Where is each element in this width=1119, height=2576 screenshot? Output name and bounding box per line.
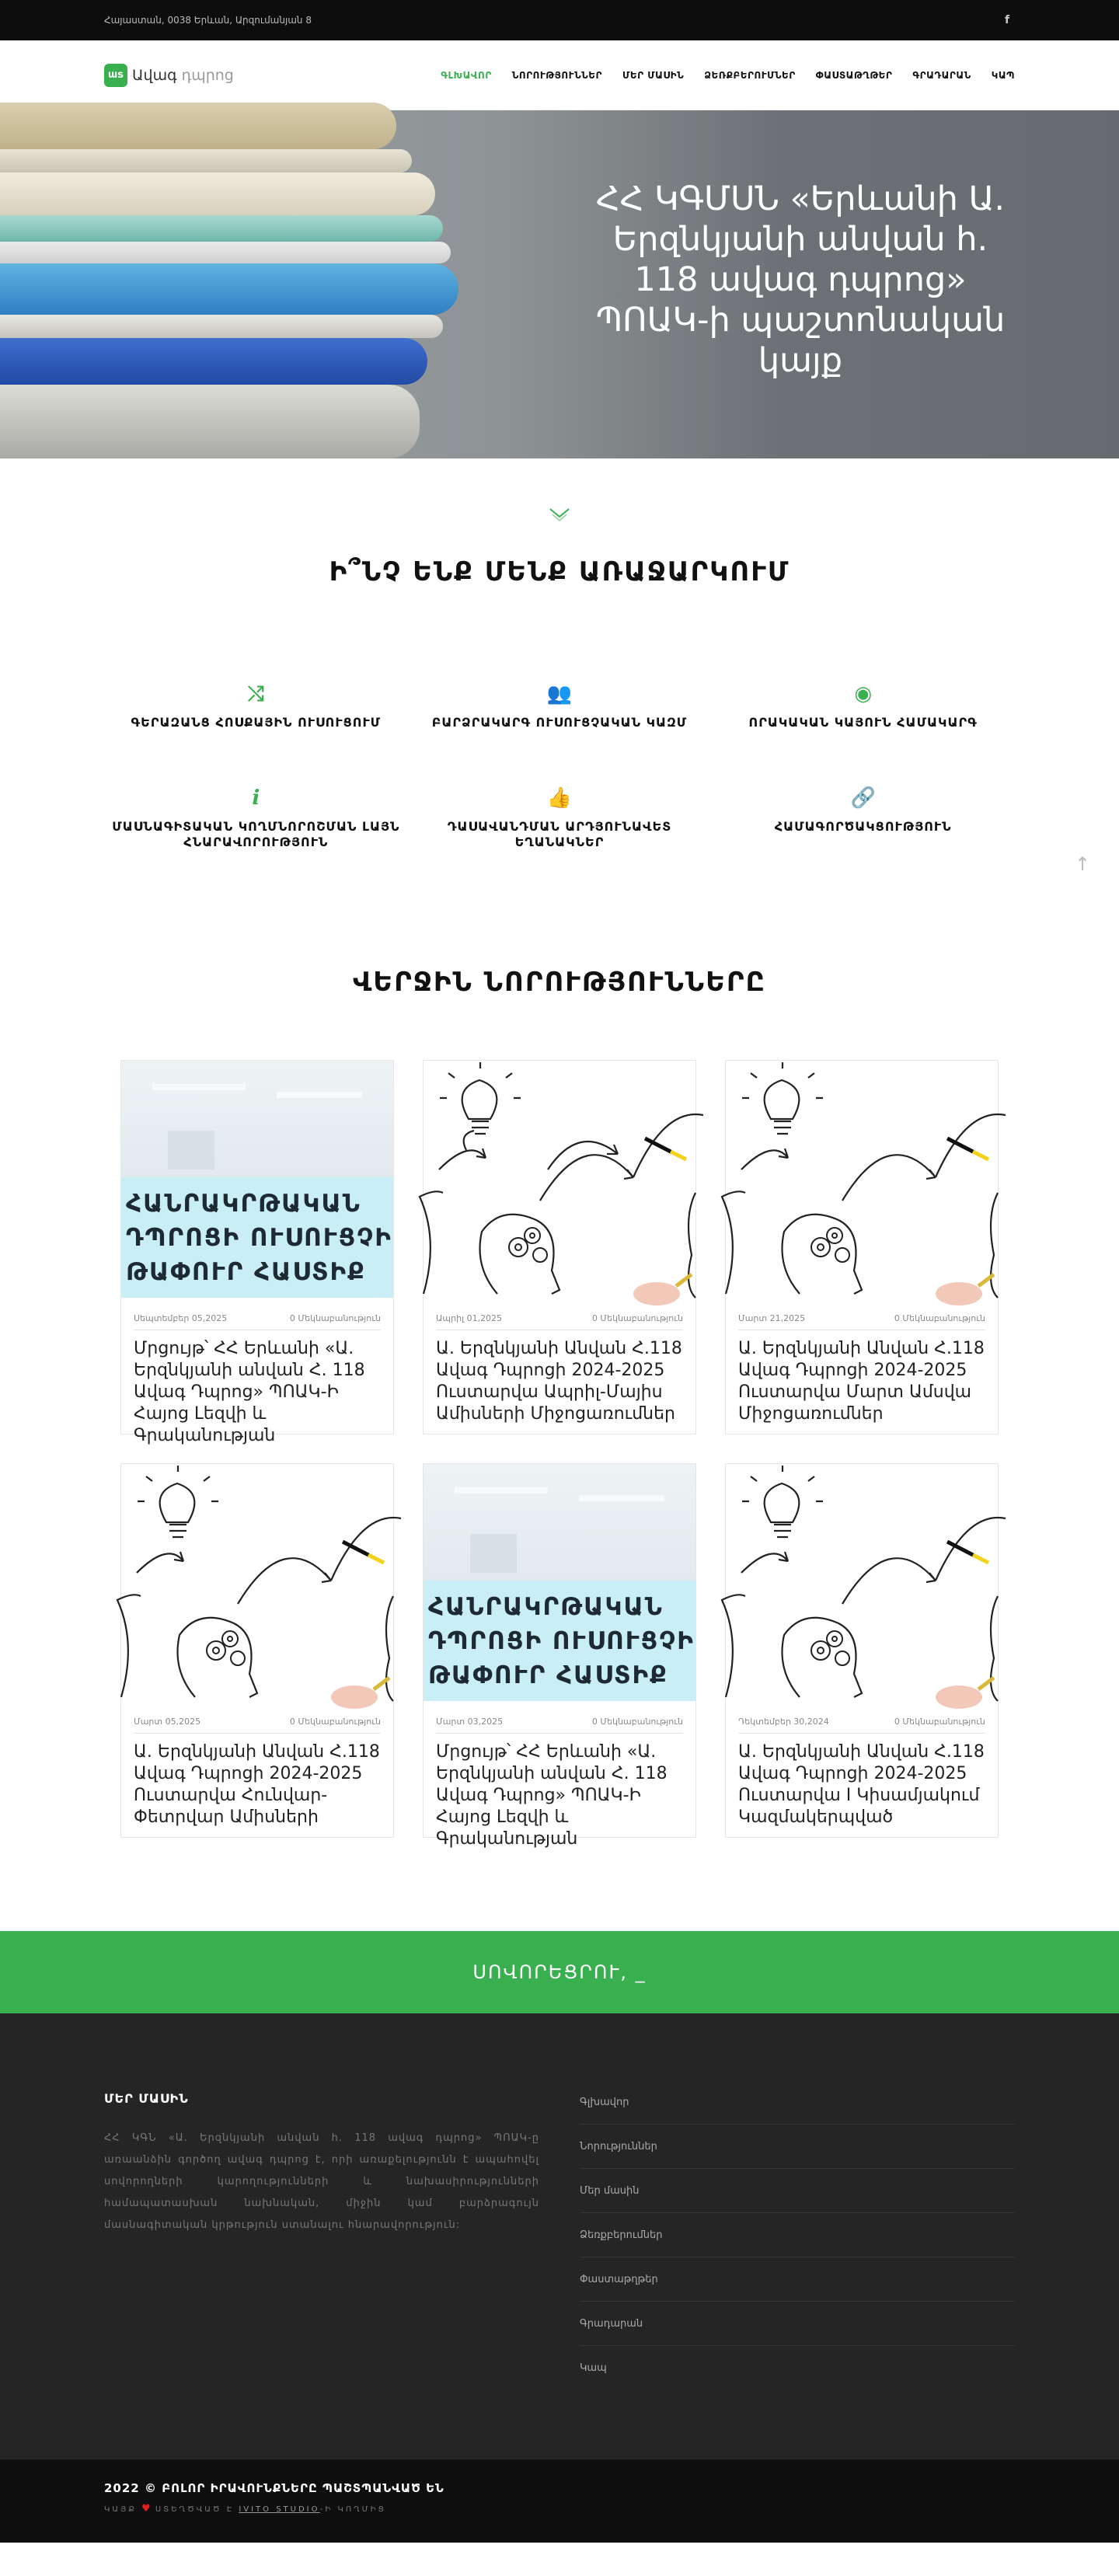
- news-card-title[interactable]: Ա. Երզնկյանի Անվան Հ.118 Ավագ Դպրոցի 2024-2025 Ուստարվա Հունվար-Փետրվար Ամիսների: [134, 1742, 380, 1827]
- footer-about-title: ՄԵՐ ՄԱՍԻՆ: [104, 2091, 189, 2106]
- news-card-image[interactable]: [726, 1464, 998, 1701]
- news-date: Մարտ 03,2025: [436, 1717, 504, 1727]
- news-date: Մարտ 05,2025: [134, 1717, 201, 1727]
- news-card[interactable]: [120, 1463, 394, 1838]
- shuffle-icon: ⤭: [247, 681, 264, 706]
- feature-label: ՄԱՍՆԱԳԻՏԱԿԱՆ ԿՈՂՄՆՈՐՈՇՄԱՆ ԼԱՅՆ ՀՆԱՐԱՎՈՐՈՒԹՅՈՒՆ: [112, 819, 400, 849]
- news-card-meta: [134, 1717, 381, 1734]
- footer-link-documents[interactable]: Փաստաթղթեր: [580, 2257, 1015, 2302]
- nav-item-news[interactable]: ՆՈՐՈՒԹՅՈՒՆՆԵՐ: [511, 69, 602, 81]
- features-grid: [104, 681, 1015, 850]
- feature-item: [104, 681, 408, 730]
- news-date: Մարտ 21,2025: [738, 1313, 806, 1323]
- news-section-title: ՎԵՐՋԻՆ ՆՈՐՈՒԹՅՈՒՆՆԵՐԸ: [353, 967, 766, 998]
- made-by-line: [104, 2503, 1015, 2515]
- feature-label: ԲԱՐՁՐԱԿԱՐԳ ՈՒՍՈՒՑՉԱԿԱՆ ԿԱԶՄ: [431, 715, 688, 730]
- feature-label: ՀԱՄԱԳՈՐԾԱԿՑՈՒԹՅՈՒՆ: [774, 819, 952, 834]
- logo-name-part2: դպրոց: [181, 66, 234, 84]
- main-navbar: [0, 40, 1119, 110]
- site-logo[interactable]: [104, 64, 234, 87]
- news-card-image[interactable]: [424, 1061, 695, 1298]
- news-card-title[interactable]: Մրցույթ՝ ՀՀ Երևանի «Ա. Երզնկյանի անվան Հ. 118 Ավագ Դպրոց» ՊՈԱԿ-Ի Հայոց Լեզվի և Գրականության: [134, 1339, 365, 1445]
- feature-label: ԴԱՍԱՎԱՆԴՄԱՆ ԱՐԴՅՈՒՆԱՎԵՏ ԵՂԱՆԱԿՆԵՐ: [447, 819, 672, 849]
- news-card-title[interactable]: Ա. Երզնկյանի Անվան Հ.118 Ավագ Դպրոցի 2024-2025 Ուստարվա Մարտ Ամսվա Միջոցառումներ: [738, 1339, 985, 1424]
- feature-item: [711, 785, 1015, 850]
- link-icon: 🔗: [850, 786, 876, 810]
- eye-refresh-icon: ◉: [854, 682, 872, 706]
- copyright-text: 2022 © ԲՈԼՈՐ ԻՐԱՎՈՒՆՔՆԵՐԸ ՊԱՇՏՊԱՆՎԱԾ ԵՆ: [104, 2481, 444, 2495]
- footer-link-library[interactable]: Գրադարան: [580, 2302, 1015, 2346]
- banner-line: ԴՊՐՈՑԻ ՈՒՍՈՒՑՉԻ: [126, 1223, 392, 1252]
- banner-line: ՀԱՆՐԱԿՐԹԱԿԱՆ: [126, 1189, 361, 1218]
- made-suffix: -Ի ԿՈՂՄԻՑ: [319, 2505, 386, 2514]
- news-card-image[interactable]: [121, 1464, 393, 1701]
- users-icon: 👥: [546, 682, 573, 706]
- made-mid: ՍՏԵՂԾՎԱԾ Է: [155, 2505, 235, 2514]
- studio-link[interactable]: IVITO STUDIO: [239, 2505, 320, 2514]
- news-card-meta: [738, 1313, 985, 1330]
- scroll-to-top-icon[interactable]: ↑: [1075, 853, 1091, 875]
- news-comments[interactable]: 0 Մեկնաբանություն: [591, 1313, 683, 1323]
- offer-section-title: Ի՞ՆՉ ԵՆՔ ՄԵՆՔ ԱՌԱՋԱՐԿՈՒՄ: [329, 556, 790, 587]
- feature-item: [408, 681, 712, 730]
- news-card-meta: [436, 1717, 683, 1734]
- cta-banner: ՍՈՎՈՐԵՑՐՈՒ, _: [0, 1931, 1119, 2013]
- main-menu: [441, 70, 1015, 81]
- news-cards-grid: [120, 1060, 999, 1849]
- chevron-down-icon[interactable]: [548, 505, 571, 525]
- news-date: Դեկտեմբեր 30,2024: [738, 1717, 829, 1727]
- footer-link-home[interactable]: Գլխավոր: [580, 2080, 1015, 2125]
- footer: [0, 2013, 1119, 2459]
- hero-title: ՀՀ ԿԳՄՍՆ «Երևանի Ա. Երզնկյանի անվան հ. 118 ավագ դպրոց» ՊՈԱԿ-ի պաշտոնական կայք: [595, 180, 1006, 380]
- bottom-bar: [0, 2459, 1119, 2543]
- news-card[interactable]: [120, 1060, 394, 1445]
- info-icon: i: [252, 786, 260, 810]
- nav-item-documents[interactable]: ՓԱՍՏԱԹՂԹԵՐ: [815, 69, 893, 81]
- news-comments[interactable]: 0 Մեկնաբանություն: [289, 1717, 381, 1727]
- hero-banner: [0, 110, 1119, 458]
- news-card-meta: [738, 1717, 985, 1734]
- logo-name-part1: Ավագ: [132, 66, 177, 84]
- news-card[interactable]: [725, 1060, 999, 1434]
- books-illustration: [0, 110, 458, 458]
- news-comments[interactable]: 0 Մեկնաբանություն: [894, 1313, 985, 1323]
- news-card-image[interactable]: [424, 1464, 695, 1701]
- feature-label: ՈՐԱԿԱԿԱՆ ԿԱՅՈՒՆ ՀԱՄԱԿԱՐԳ: [748, 715, 978, 730]
- address-text: Հայաստան, 0038 Երևան, Արզումանյան 8: [104, 15, 312, 26]
- feature-label: ԳԵՐԱԶԱՆՑ ՀՈՍՔԱՅԻՆ ՈՒՍՈՒՑՈՒՄ: [131, 715, 382, 730]
- news-card-image[interactable]: [726, 1061, 998, 1298]
- nav-item-home[interactable]: ԳԼԽԱՎՈՐ: [441, 69, 492, 81]
- top-bar: [0, 0, 1119, 40]
- news-date: Սեպտեմբեր 05,2025: [134, 1313, 228, 1323]
- news-card[interactable]: [423, 1463, 696, 1849]
- banner-line: ԹԱՓՈՒՐ ՀԱՍՏԻՔ: [126, 1257, 366, 1286]
- lightbulb-head-illustration: [121, 1464, 395, 1701]
- lightbulb-head-illustration: [726, 1464, 999, 1701]
- news-comments[interactable]: 0 Մեկնաբանություն: [289, 1313, 381, 1323]
- feature-item: [408, 785, 712, 850]
- footer-about: [104, 2091, 539, 2459]
- heart-icon: ♥: [141, 2503, 151, 2515]
- footer-about-text: ՀՀ ԿԳՆ «Ա. Երզնկյանի անվան հ. 118 ավագ դպրոց» ՊՈԱԿ-ը առաանձին գործող ավագ դպրոց է, որի առաքելությունն է ապահովել սովորողների կարողությունների և նախասիրությունների համապատասխան նախնական, միջին կամ բարձրագույն մասնագիտական կրթություն ստանալու հնարավորություն:: [104, 2132, 539, 2231]
- footer-links: [580, 2080, 1015, 2459]
- feature-item: [104, 785, 408, 850]
- thumbs-up-icon: 👍: [546, 786, 573, 810]
- news-comments[interactable]: 0 Մեկնաբանություն: [894, 1717, 985, 1727]
- news-card-title[interactable]: Ա. Երզնկյանի Անվան Հ.118 Ավագ Դպրոցի 2024-2025 Ուստարվա Ապրիլ-Մայիս Ամիսների Միջոցառումներ: [436, 1339, 682, 1424]
- news-card-title[interactable]: Մրցույթ՝ ՀՀ Երևանի «Ա. Երզնկյանի անվան Հ. 118 Ավագ Դպրոց» ՊՈԱԿ-Ի Հայոց Լեզվի և Գրականության: [436, 1742, 668, 1849]
- lightbulb-head-illustration: [424, 1061, 697, 1298]
- banner-line: ԹԱՓՈՒՐ ՀԱՍՏԻՔ: [428, 1661, 668, 1689]
- nav-item-about[interactable]: ՄԵՐ ՄԱՍԻՆ: [622, 69, 685, 81]
- nav-item-library[interactable]: ԳՐԱԴԱՐԱՆ: [912, 69, 971, 81]
- made-prefix: ԿԱՅՔ: [104, 2505, 137, 2514]
- logo-badge: աs: [104, 64, 127, 87]
- nav-item-contact[interactable]: ԿԱՊ: [991, 69, 1015, 81]
- facebook-icon[interactable]: f: [1004, 14, 1010, 26]
- news-date: Ապրիլ 01,2025: [436, 1313, 503, 1323]
- lightbulb-head-illustration: [726, 1061, 999, 1298]
- news-card-title[interactable]: Ա. Երզնկյանի Անվան Հ.118 Ավագ Դպրոցի 2024-2025 Ուստարվա I Կիսամյակում Կազմակերպված: [738, 1742, 985, 1827]
- news-card[interactable]: [423, 1060, 696, 1434]
- news-comments[interactable]: 0 Մեկնաբանություն: [591, 1717, 683, 1727]
- banner-line: ԴՊՐՈՑԻ ՈՒՍՈՒՑՉԻ: [428, 1626, 695, 1655]
- feature-item: [711, 681, 1015, 730]
- footer-link-about[interactable]: Մեր մասին: [580, 2169, 1015, 2213]
- news-card-meta: [436, 1313, 683, 1330]
- nav-item-achievements[interactable]: ՁԵՌՔԲԵՐՈՒՄՆԵՐ: [704, 69, 796, 81]
- footer-link-achievements[interactable]: Ձեռքբերումներ: [580, 2213, 1015, 2257]
- news-card-image[interactable]: [121, 1061, 393, 1298]
- footer-link-contact[interactable]: Կապ: [580, 2362, 607, 2374]
- banner-line: ՀԱՆՐԱԿՐԹԱԿԱՆ: [428, 1592, 664, 1621]
- footer-link-news[interactable]: Նորություններ: [580, 2125, 1015, 2169]
- news-card-meta: [134, 1313, 381, 1330]
- news-card[interactable]: [725, 1463, 999, 1838]
